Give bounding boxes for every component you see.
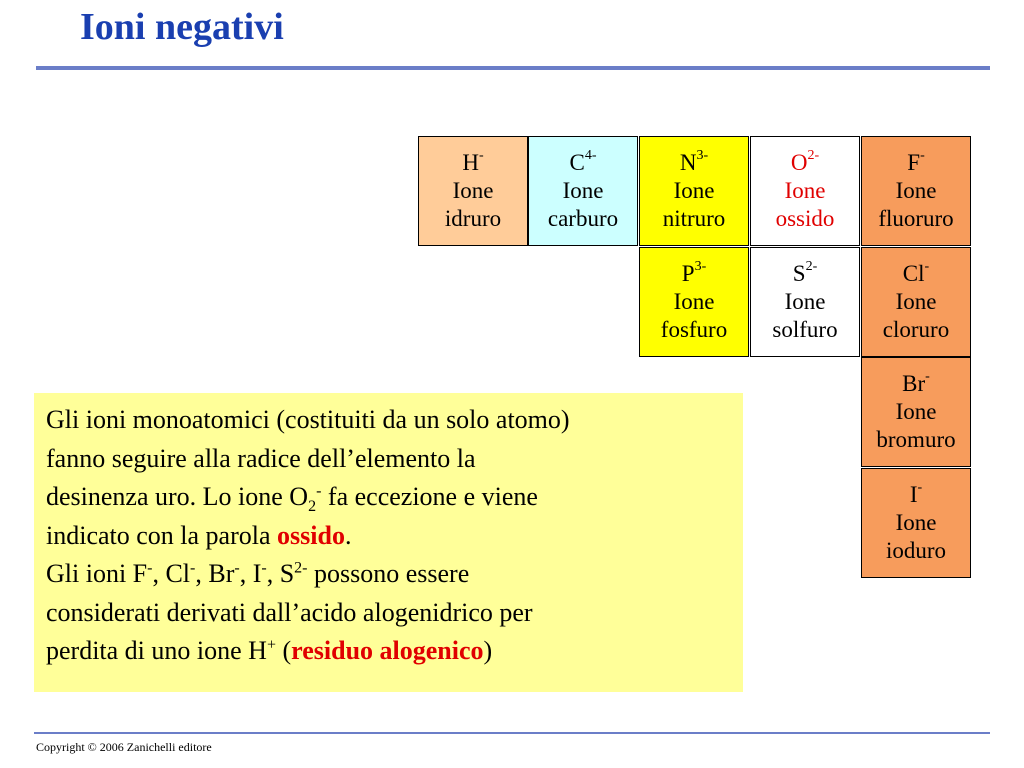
ion-label: Ione [895,510,937,535]
ion-symbol: $N^{3-}$ [679,148,709,175]
ion-label: Ione [562,178,604,203]
copyright-footer: Copyright © 2006 Zanichelli editore [36,740,212,754]
ion-label: Ione [895,289,937,314]
ion-symbol: H- [462,148,484,175]
note-line: fanno seguire alla radice dell’elemento la [46,443,476,473]
ion-label: Ione [784,178,826,203]
ion-name: idruro [444,206,502,231]
ion-symbol: Cl- [902,259,930,286]
ion-label: Ione [784,289,826,314]
note-line: considerati derivati dall’acido alogenidrico per [46,597,533,627]
ion-name: fluoruro [878,206,954,231]
ion-label: Ione [895,178,937,203]
footer-divider [34,732,990,734]
ion-cell-cl [861,247,971,357]
ion-name: ioduro [885,538,947,563]
ion-symbol: I- [909,480,923,507]
ion-symbol: $P^{3-}$ [681,259,707,286]
ion-cell-h [418,136,528,246]
note-box [34,393,743,692]
ion-name: nitruro [662,206,726,231]
ion-label: Ione [452,178,494,203]
ion-cell-p [639,247,749,357]
ion-name: solfuro [772,317,838,342]
ion-name: ossido [775,206,835,231]
page-title: Ioni negativi [80,6,284,48]
ion-symbol: $S^{2-}$ [792,259,818,286]
ion-name: fosfuro [660,317,728,342]
note-line: Gli ioni monoatomici (costituiti da un solo atomo) [46,405,570,434]
ion-label: Ione [895,399,937,424]
highlight-residuo-alogenico: residuo alogenico [291,636,484,665]
ion-cell-f [861,136,971,246]
ion-symbol: $C^{4-}$ [569,148,597,175]
ion-cell-c [528,136,638,246]
ion-symbol: F- [907,148,925,175]
title-divider [36,66,990,70]
ion-name: carburo [547,206,619,231]
ion-symbol: Br- [902,369,930,396]
ion-cell-s [750,247,860,357]
note-line: perdita di uno ione H+ (residuo alogenico) [46,636,493,665]
note-line: indicato con la parola ossido. [46,520,352,550]
ion-cell-n [639,136,749,246]
ion-label: Ione [673,289,715,314]
ion-cell-o [750,136,860,246]
ion-cell-i [861,468,971,578]
ion-symbol: $O^{2-}$ [790,148,820,175]
ion-label: Ione [673,178,715,203]
highlight-ossido: ossido [277,520,345,550]
note-line: Gli ioni F-, Cl-, Br-, I-, $S^{2-}$ possono essere [46,559,470,588]
ion-name: cloruro [882,317,950,342]
ion-name: bromuro [876,427,956,452]
note-line: desinenza uro. Lo ione $O_2^-$ fa eccezione e viene [46,482,538,516]
ion-cell-br [861,357,971,467]
